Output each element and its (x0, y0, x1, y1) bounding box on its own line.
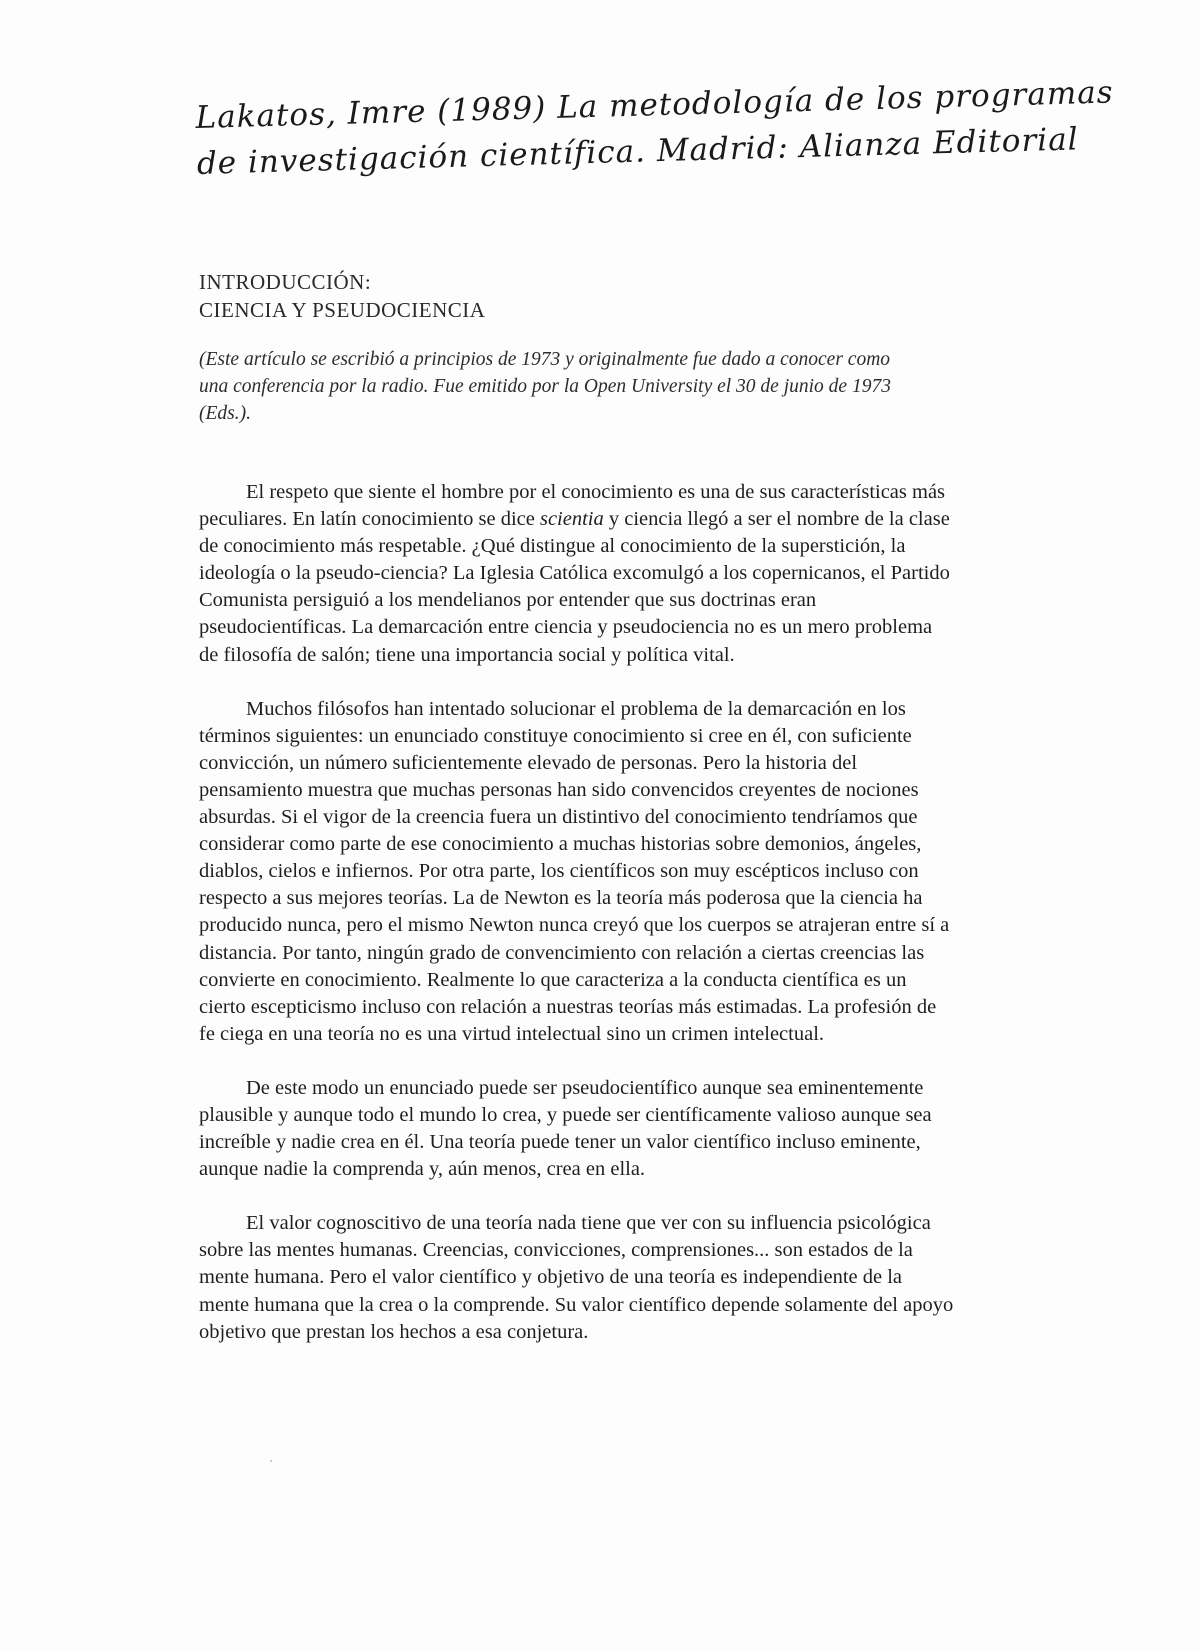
text-line (199, 506, 1079, 533)
text-line: Muchos filósofos han intentado solucionar el problema de la demarcación en los (246, 697, 906, 720)
text-line: producido nunca, pero el mismo Newton nunca creyó que los cuerpos se atrajeran entre sí a (199, 914, 950, 937)
text-line: considerar como parte de ese conocimiento a muchas historias sobre demonios, ángeles, (199, 833, 922, 856)
text-line: pseudocientíficas. La demarcación entre ciencia y pseudociencia no es un mero problema (199, 616, 933, 639)
text-line: objetivo que prestan los hechos a esa conjetura. (199, 1320, 589, 1343)
text-line: De este modo un enunciado puede ser pseudocientífico aunque sea eminentemente (246, 1076, 924, 1099)
heading-line-1: INTRODUCCIÓN: (199, 270, 372, 294)
text-line: El respeto que siente el hombre por el conocimiento es una de sus características más (246, 481, 946, 503)
article-body (199, 479, 1079, 1373)
handwritten-citation (195, 70, 1115, 187)
text-line: pensamiento muestra que muchas personas han sido convencidos creyentes de nociones (199, 778, 919, 801)
text-line: Comunista persiguió a los mendelianos por entender que sus doctrinas eran (199, 589, 817, 612)
text-line: aunque nadie la comprenda y, aún menos, crea en ella. (199, 1158, 646, 1181)
text-line: fe ciega en una teoría no es una virtud intelectual sino un crimen intelectual. (199, 1022, 825, 1045)
note-line-2: una conferencia por la radio. Fue emitido por la Open University el 30 de junio de 1973 (199, 376, 891, 397)
italic-term: scientia (539, 508, 604, 531)
text-segment: peculiares. En latín conocimiento se dice (199, 508, 540, 531)
heading-line-2: CIENCIA Y PSEUDOCIENCIA (199, 298, 486, 322)
text-line: absurdas. Si el vigor de la creencia fuera un distintivo del conocimiento tendríamos que (199, 806, 918, 829)
paragraph-1 (199, 479, 1079, 669)
text-line: distancia. Por tanto, ningún grado de convencimiento con relación a ciertas creencias las (199, 941, 925, 964)
paragraph-4 (199, 1210, 1079, 1345)
text-line: convierte en conocimiento. Realmente lo que caracteriza a la conducta científica es un (199, 968, 907, 991)
text-line: de conocimiento más respetable. ¿Qué distingue al conocimiento de la superstición, la (199, 535, 906, 558)
text-line: ideología o la pseudo-ciencia? La Iglesia Católica excomulgó a los copernicanos, el Partido (199, 562, 950, 585)
note-line-1: (Este artículo se escribió a principios de 1973 y originalmente fue dado a conocer como (199, 349, 891, 370)
editorial-note (199, 346, 1049, 427)
text-line: respecto a sus mejores teorías. La de Newton es la teoría más poderosa que la ciencia ha (199, 887, 923, 910)
text-line: diablos, cielos e infiernos. Por otra parte, los científicos son muy escépticos incluso con (199, 860, 919, 883)
scan-speck (270, 1460, 272, 1462)
text-line: convicción, un número suficientemente elevado de personas. Pero la historia del (199, 751, 858, 774)
text-line: mente humana que la crea o la comprende. Su valor científico depende solamente del apoyo (199, 1293, 954, 1316)
text-segment: y ciencia llegó a ser el nombre de la clase (603, 508, 950, 531)
paragraph-2 (199, 696, 1079, 1048)
text-line: plausible y aunque todo el mundo lo crea, y puede ser científicamente valioso aunque sea (199, 1103, 932, 1126)
text-line: de filosofía de salón; tiene una importancia social y política vital. (199, 643, 735, 666)
text-line: términos siguientes: un enunciado constituye conocimiento si cree en él, con suficiente (199, 724, 912, 747)
note-line-3: (Eds.). (199, 403, 251, 424)
paragraph-3 (199, 1075, 1079, 1183)
citation-line-1: Lakatos, Imre (1989) La metodología de los programas (195, 74, 1115, 136)
citation-line-2: de investigación científica. Madrid: Alianza Editorial (196, 121, 1080, 182)
section-heading (199, 268, 485, 324)
text-line: mente humana. Pero el valor científico y objetivo de una teoría es independiente de la (199, 1266, 903, 1289)
text-line: cierto escepticismo incluso con relación a nuestras teorías más estimadas. La profesión de (199, 995, 937, 1018)
text-line: El valor cognoscitivo de una teoría nada tiene que ver con su influencia psicológica (246, 1212, 931, 1235)
text-line: sobre las mentes humanas. Creencias, convicciones, comprensiones... son estados de la (199, 1239, 913, 1262)
text-line: increíble y nadie crea en él. Una teoría puede tener un valor científico incluso eminente, (199, 1131, 921, 1154)
